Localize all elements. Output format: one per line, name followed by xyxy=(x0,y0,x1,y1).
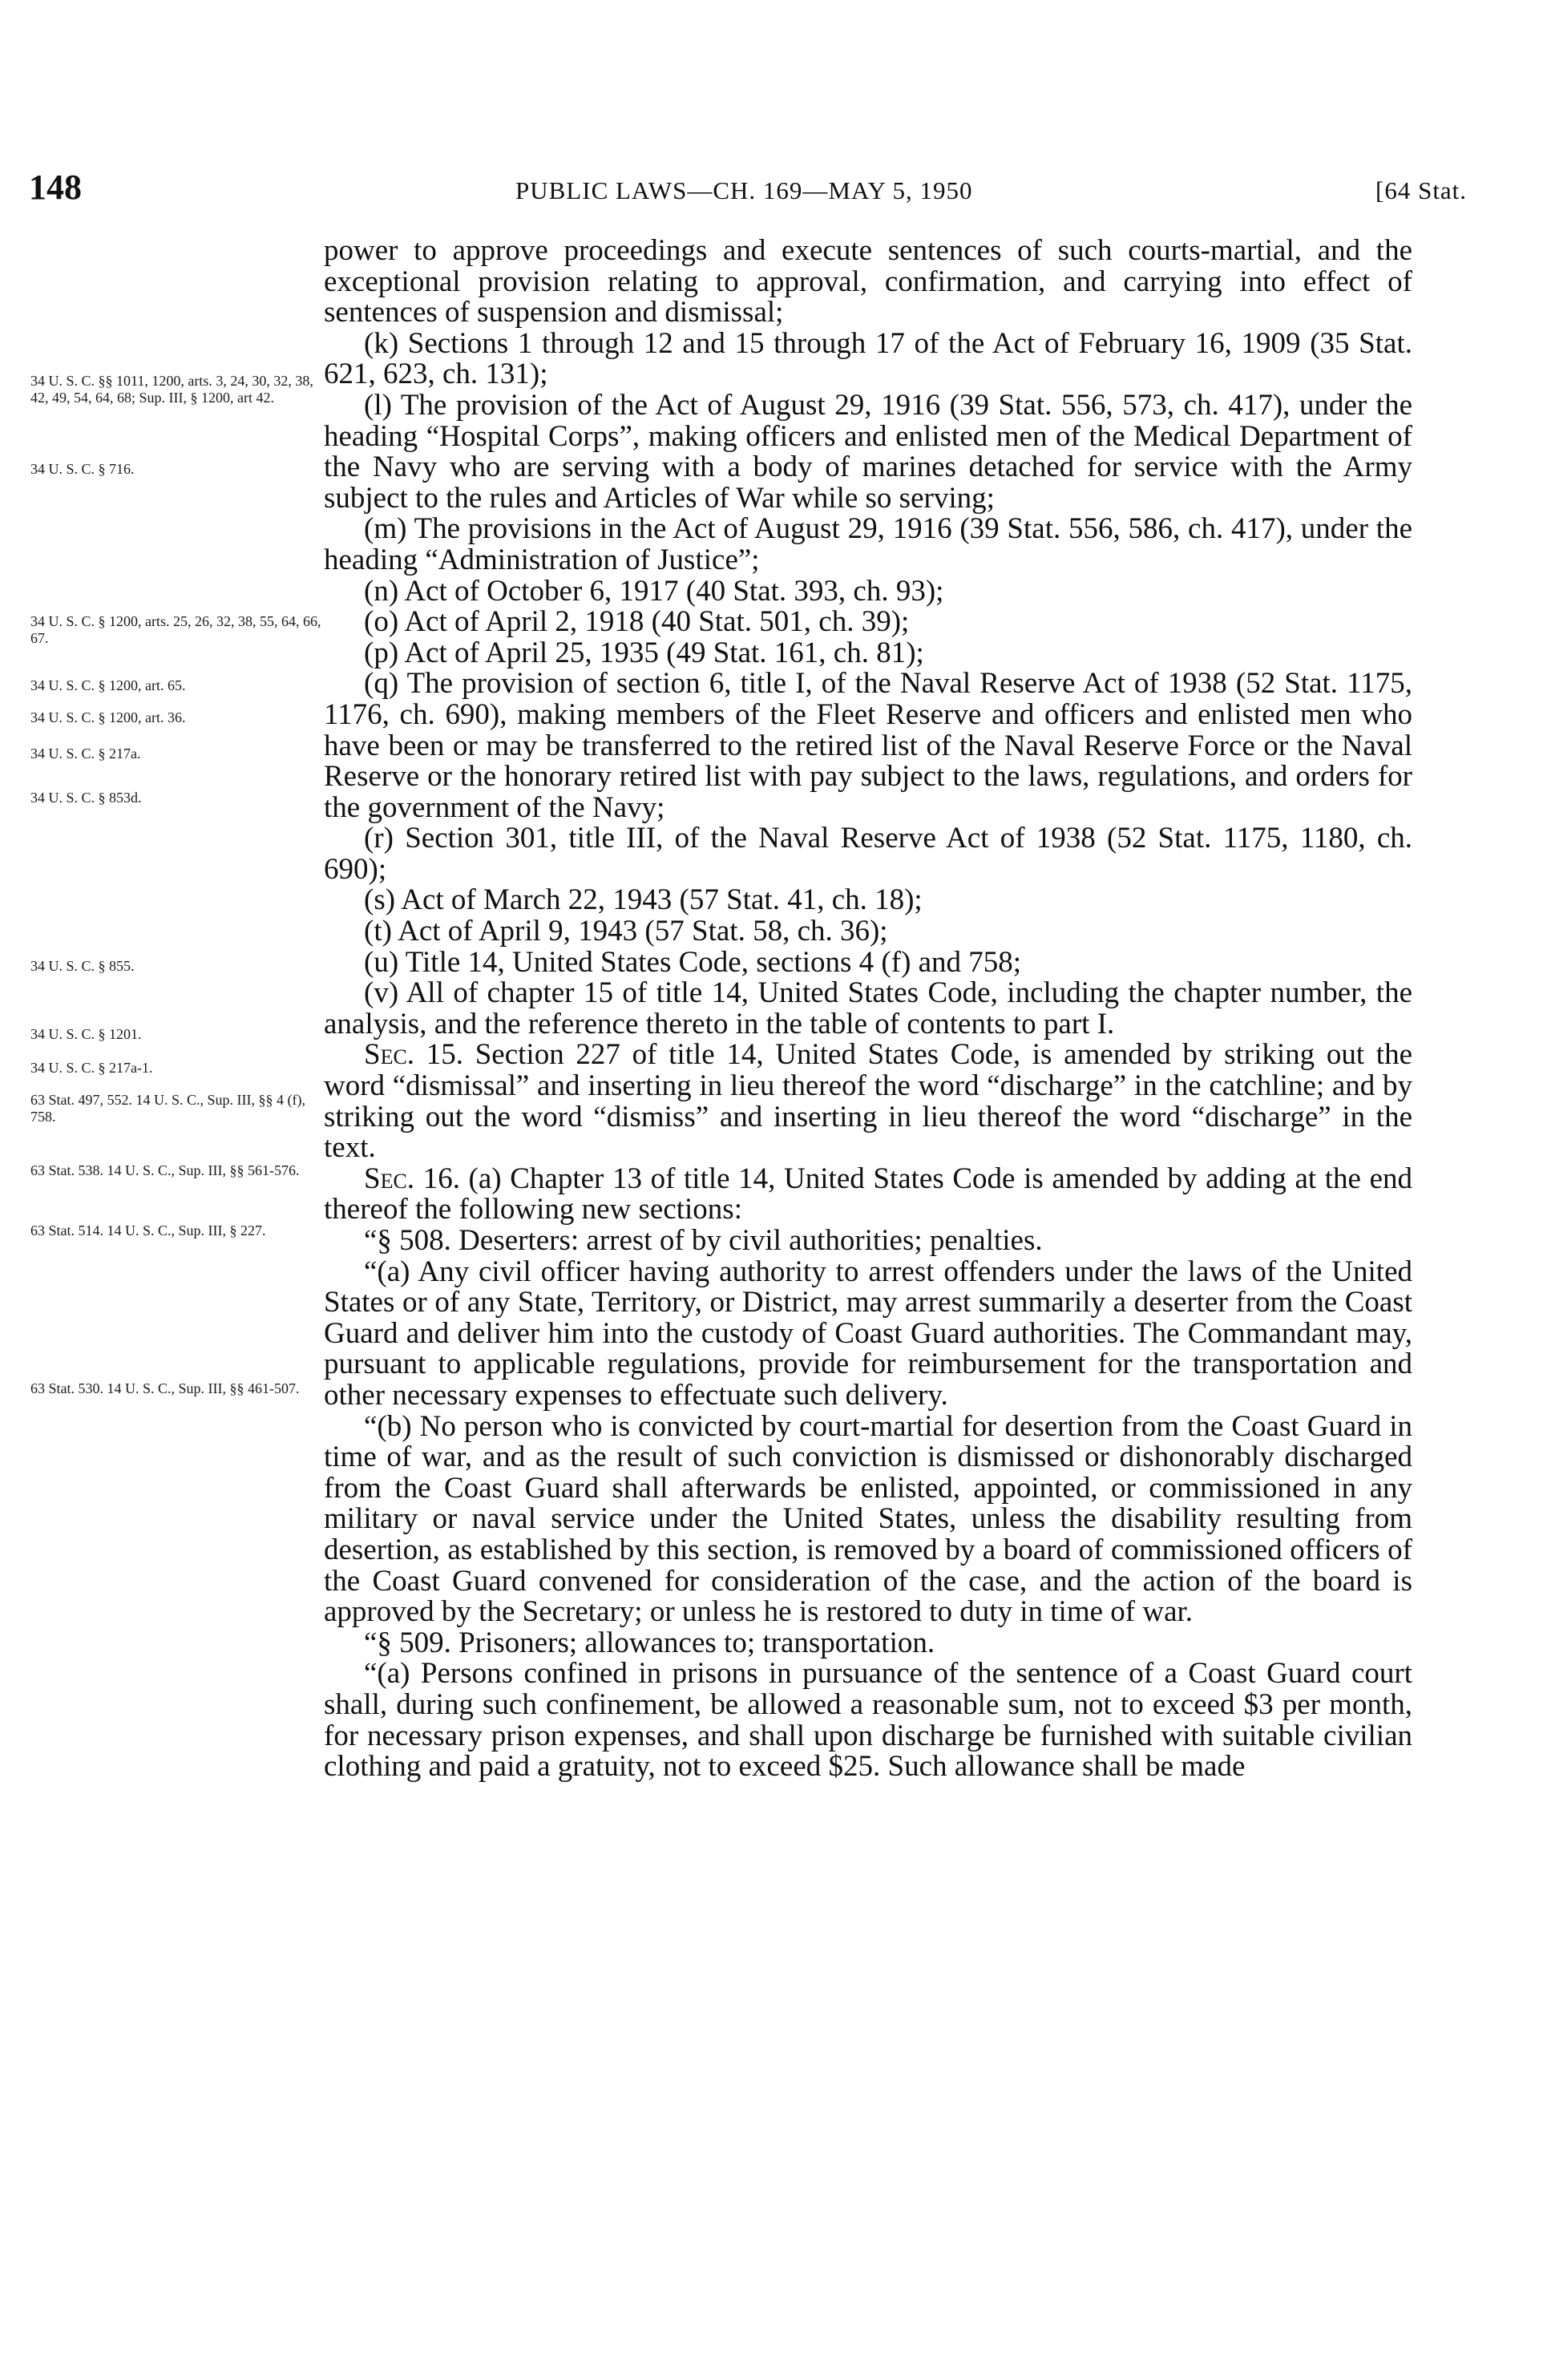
clause-k: (k) Sections 1 through 12 and 15 through 17 of the Act of February 16, 1909 (35 Stat. 621, 623, ch. 131); xyxy=(324,326,1412,391)
section-509-heading: “§ 509. Prisoners; allowances to; transportation. xyxy=(364,1626,935,1659)
clause-m: (m) The provisions in the Act of August 29, 1916 (39 Stat. 556, 586, ch. 417), under the heading “Administration of Justice”; xyxy=(324,512,1412,576)
paragraph-continuation: power to approve proceedings and execute sentences of such courts-martial, and the exceptional provision relating to approval, confirmation, and carrying into effect of sentences of suspension and dismissal; xyxy=(324,234,1412,329)
clause-n: (n) Act of October 6, 1917 (40 Stat. 393, ch. 93); xyxy=(364,574,944,608)
clause-t: (t) Act of April 9, 1943 (57 Stat. 58, ch. 36); xyxy=(364,915,888,948)
running-title: PUBLIC LAWS—CH. 169—MAY 5, 1950 xyxy=(515,176,973,204)
section-508-b: “(b) No person who is convicted by court-martial for desertion from the Coast Guard in time of war, and as the result of such conviction is dismissed or dishonorably discharged from the Coast Guard shall afterwards be enlisted, appointed, or commissioned in any military or naval service under the United States, unless the disability resulting from desertion, as established by this section, is removed by a board of commissioned officers of the Coast Guard convened for consideration of the case, and the action of the board is approved by the Secretary; or unless he is restored to duty in time of war. xyxy=(324,1409,1412,1629)
statute-body xyxy=(324,236,1412,1783)
section-15-text: 15. Section 227 of title 14, United States Code, is amended by striking out the word “dismissal” and inserting in lieu thereof the word “discharge” in the catchline; and by striking out the word “dismiss” and inserting in lieu thereof the word “discharge” in the text. xyxy=(324,1038,1413,1165)
section-508-a: “(a) Any civil officer having authority to arrest offenders under the laws of the United States or of any State, Territory, or District, may arrest summarily a deserter from the Coast Guard and deliver him into the custody of Coast Guard authorities. The Commandant may, pursuant to applicable regulations, provide for reimbursement for the transportation and other necessary expenses to effectuate such delivery. xyxy=(324,1255,1412,1412)
clause-l: (l) The provision of the Act of August 29, 1916 (39 Stat. 556, 573, ch. 417), under the heading “Hospital Corps”, making officers and enlisted men of the Medical Department of the Navy who are serving with a body of marines detached for service with the Army subject to the rules and Articles of War while so serving; xyxy=(324,388,1412,515)
margin-note: 34 U. S. C. § 1200, art. 65. xyxy=(30,677,186,693)
margin-note: 34 U. S. C. § 1200, arts. 25, 26, 32, 38, 55, 64, 66, 67. xyxy=(30,613,321,646)
volume-reference: [64 Stat. xyxy=(1375,176,1468,204)
margin-note: 34 U. S. C. § 853d. xyxy=(30,790,142,806)
section-508-heading: “§ 508. Deserters: arrest of by civil authorities; penalties. xyxy=(364,1224,1043,1257)
section-16-text: 16. (a) Chapter 13 of title 14, United States Code is amended by adding at the end thereof the following new sections: xyxy=(324,1162,1413,1226)
margin-note: 63 Stat. 530. 14 U. S. C., Sup. III, §§ 461-507. xyxy=(30,1380,300,1396)
clause-s: (s) Act of March 22, 1943 (57 Stat. 41, ch. 18); xyxy=(364,883,923,917)
margin-note: 34 U. S. C. § 217a. xyxy=(30,746,141,762)
margin-note: 63 Stat. 538. 14 U. S. C., Sup. III, §§ 561-576. xyxy=(30,1162,300,1178)
section-509-a: “(a) Persons confined in prisons in pursuance of the sentence of a Coast Guard court shall, during such confinement, be allowed a reasonable sum, not to exceed $3 per month, for necessary prison expenses, and shall upon discharge be furnished with suitable civilian clothing and paid a gratuity, not to exceed $25. Such allowance shall be made xyxy=(324,1657,1412,1784)
clause-r: (r) Section 301, title III, of the Naval Reserve Act of 1938 (52 Stat. 1175, 1180, ch. 690); xyxy=(324,822,1412,886)
margin-note: 34 U. S. C. §§ 1011, 1200, arts. 3, 24, 30, 32, 38, 42, 49, 54, 64, 68; Sup. III, § 1200, art 42. xyxy=(30,373,313,406)
margin-note: 63 Stat. 497, 552. 14 U. S. C., Sup. III, §§ 4 (f), 758. xyxy=(30,1092,305,1125)
page-number: 148 xyxy=(29,168,82,207)
margin-note: 34 U. S. C. § 716. xyxy=(30,461,135,477)
margin-note: 34 U. S. C. § 217a-1. xyxy=(30,1060,153,1076)
margin-note: 34 U. S. C. § 1200, art. 36. xyxy=(30,709,186,725)
section-16 xyxy=(324,1164,1412,1226)
margin-note: 34 U. S. C. § 1201. xyxy=(30,1026,142,1042)
clause-o: (o) Act of April 2, 1918 (40 Stat. 501, ch. 39); xyxy=(364,605,910,639)
margin-note: 63 Stat. 514. 14 U. S. C., Sup. III, § 227. xyxy=(30,1222,266,1238)
margin-note: 34 U. S. C. § 855. xyxy=(30,958,135,974)
clause-p: (p) Act of April 25, 1935 (49 Stat. 161, ch. 81); xyxy=(364,636,924,669)
section-label: Sec. xyxy=(364,1162,415,1195)
section-label: Sec. xyxy=(364,1038,415,1072)
clause-v: (v) All of chapter 15 of title 14, United States Code, including the chapter number, the analysis, and the reference thereto in the table of contents to part I. xyxy=(324,976,1412,1040)
clause-q: (q) The provision of section 6, title I, of the Naval Reserve Act of 1938 (52 Stat. 1175, 1176, ch. 690), making members of the Fleet Reserve and officers and enlisted men who have been or may be transferred to the retired list of the Naval Reserve Force or the Naval Reserve or the honorary retired list with pay subject to the laws, regulations, and orders for the government of the Navy; xyxy=(324,667,1412,824)
section-15 xyxy=(324,1040,1412,1163)
clause-u: (u) Title 14, United States Code, sections 4 (f) and 758; xyxy=(364,945,1022,979)
